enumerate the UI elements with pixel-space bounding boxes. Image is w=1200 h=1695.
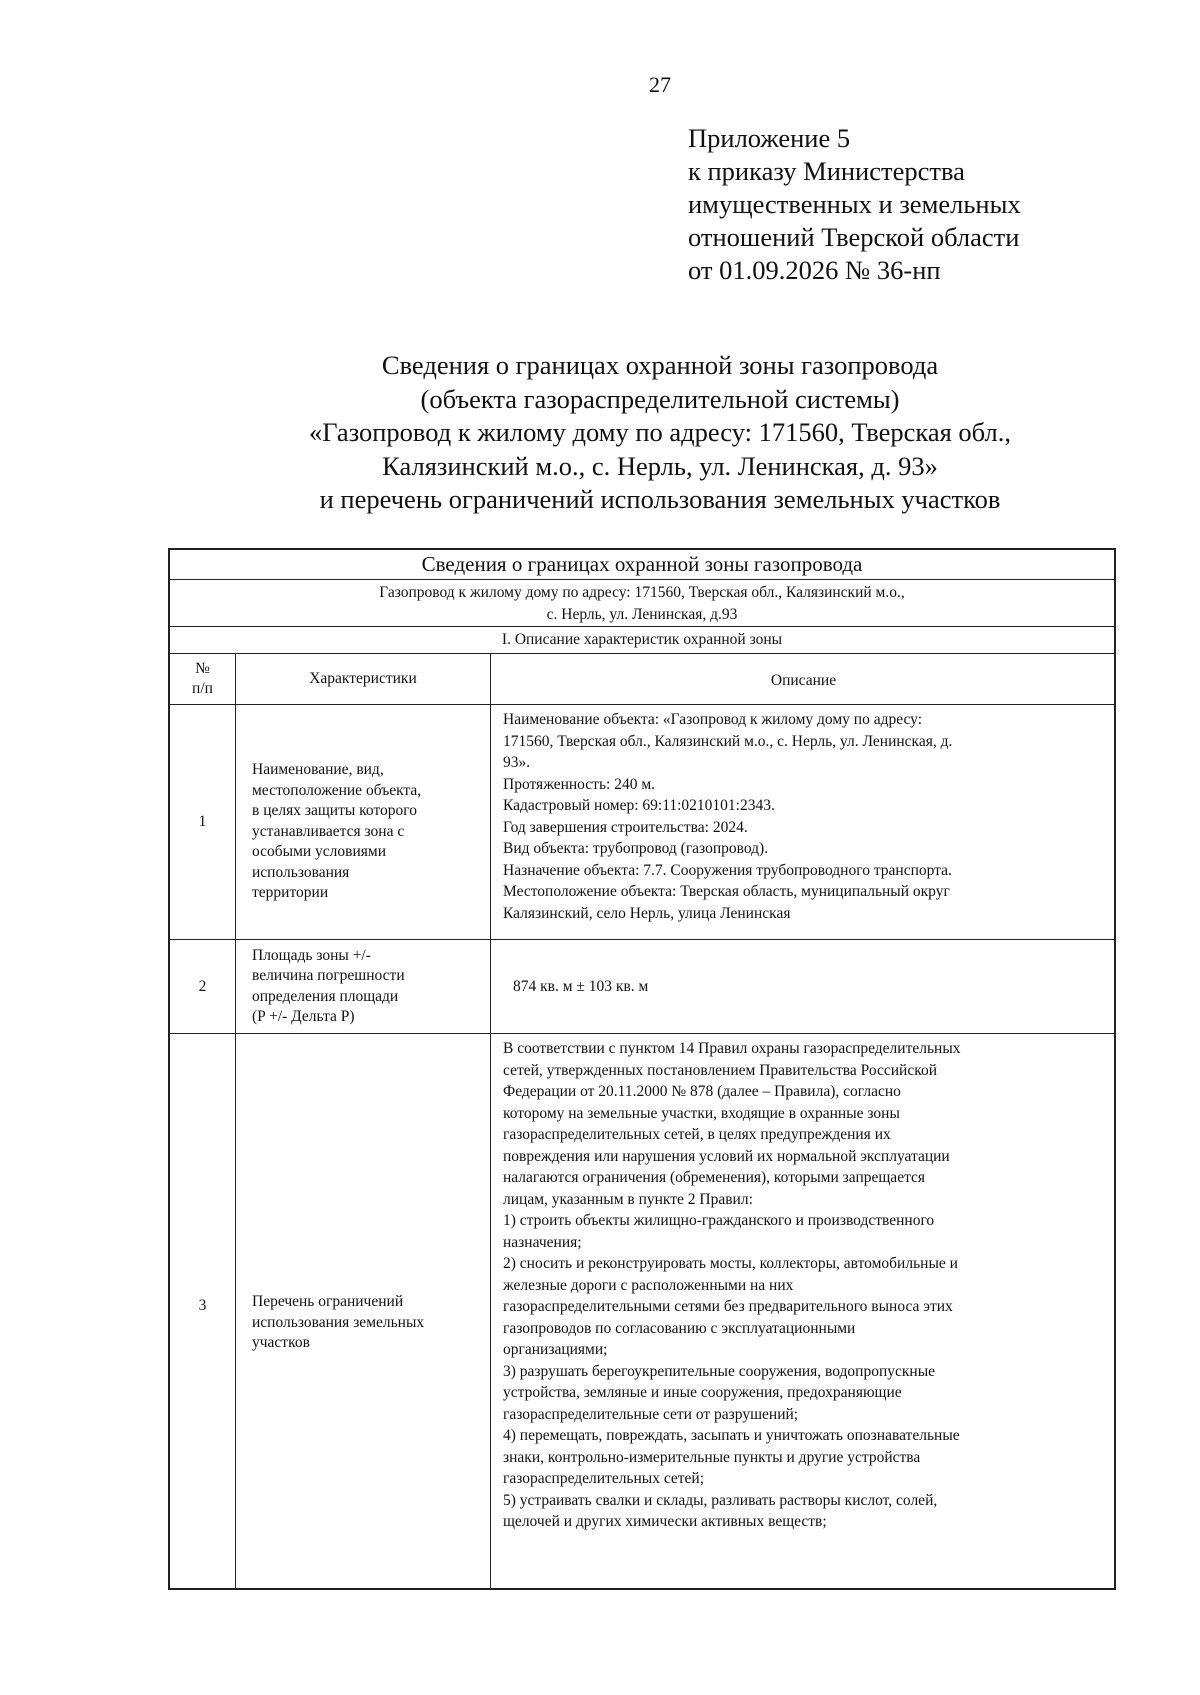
description-line: 171560, Тверская обл., Калязинский м.о., с. Нерль, ул. Ленинская, д. [503, 732, 953, 750]
column-header-number-line: п/п [192, 680, 213, 697]
column-header-number [170, 654, 236, 704]
characteristic-line: величина погрешности [252, 967, 405, 984]
characteristic-line: Наименование, вид, [252, 761, 384, 779]
characteristic-line: (P +/- Дельта P) [252, 1008, 355, 1025]
column-header-description: Описание [770, 672, 837, 690]
row-description [491, 705, 1114, 939]
row-characteristic [236, 940, 491, 1033]
title-line: и перечень ограничений использования земельных участков [319, 484, 1001, 514]
characteristic-line: в целях защиты которого [252, 802, 417, 820]
description-line: устройства, земляные и иные сооружения, предохраняющие [503, 1384, 902, 1401]
description-line: 1) строить объекты жилищно-гражданского и производственного [503, 1212, 935, 1229]
description-line: Калязинский, село Нерль, улица Ленинская [503, 904, 791, 922]
description-line: Кадастровый номер: 69:11:0210101:2343. [503, 797, 775, 814]
characteristic-line: территории [252, 884, 329, 902]
description-line: Год завершения строительства: 2024. [503, 818, 748, 836]
appendix-line: имущественных и земельных [688, 189, 1021, 219]
table-object-name [170, 580, 1114, 627]
description-line: Протяженность: 240 м. [503, 775, 656, 793]
characteristic-line: определения площади [252, 987, 399, 1005]
column-header-number-line: № [195, 660, 210, 677]
description-line: щелочей и других химически активных веществ; [503, 1513, 827, 1530]
description-line: назначения; [503, 1233, 582, 1251]
description-line: Федерации от 20.11.2000 № 878 (далее – Правила), согласно [503, 1083, 901, 1100]
description-line: организациями; [503, 1341, 608, 1358]
appendix-line: к приказу Министерства [688, 156, 965, 186]
table-row [170, 705, 1114, 940]
description-line: газораспределительных сетей; [503, 1470, 705, 1487]
characteristic-line: Перечень ограничений [252, 1293, 404, 1310]
row-characteristic [236, 705, 491, 939]
characteristic-line: местоположение объекта, [252, 781, 422, 799]
protection-zone-table [168, 548, 1116, 1590]
title-line: «Газопровод к жилому дому по адресу: 171560, Тверская обл., [309, 417, 1011, 447]
title-line: Калязинский м.о., с. Нерль, ул. Ленинская, д. 93» [382, 450, 938, 481]
characteristic-line: устанавливается зона с [252, 822, 405, 840]
description-line: газопроводов по согласованию с эксплуатационными [503, 1319, 856, 1337]
characteristic-line: особыми условиями [252, 843, 387, 861]
description-line: сетей, утвержденных постановлением Правительства Российской [503, 1061, 938, 1079]
appendix-header [688, 122, 1021, 287]
row-characteristic [236, 1034, 491, 1588]
description-line: Местоположение объекта: Тверская область, муниципальный округ [503, 883, 950, 900]
description-line: железные дороги с расположенными на них [503, 1276, 794, 1294]
table-row [170, 1034, 1114, 1588]
title-line: Сведения о границах охранной зоны газопровода [381, 350, 939, 380]
row-number: 1 [170, 705, 236, 939]
row-description [491, 1034, 1114, 1588]
row-number: 2 [170, 940, 236, 1033]
description-line: Назначение объекта: 7.7. Сооружения трубопроводного транспорта. [503, 861, 952, 879]
row-description: 874 кв. м ± 103 кв. м [513, 977, 649, 995]
description-line: 4) перемещать, повреждать, засыпать и уничтожать опознавательные [503, 1427, 960, 1444]
characteristic-line: использования [252, 863, 350, 881]
description-line: 5) устраивать свалки и склады, разливать растворы кислот, солей, [503, 1491, 938, 1509]
object-line: с. Нерль, ул. Ленинская, д.93 [546, 605, 738, 623]
appendix-line: Приложение 5 [688, 123, 851, 153]
description-line: Наименование объекта: «Газопровод к жилому дому по адресу: [503, 711, 923, 728]
table-section-title: I. Описание характеристик охранной зоны [170, 627, 1114, 654]
table-column-headers [170, 654, 1114, 705]
table-heading: Сведения о границах охранной зоны газопровода [170, 550, 1114, 580]
description-line: лицам, указанным в пункте 2 Правил: [503, 1190, 753, 1208]
description-line: В соответствии с пунктом 14 Правил охраны газораспределительных [503, 1040, 961, 1057]
row-number: 3 [170, 1034, 236, 1588]
table-row [170, 940, 1114, 1034]
characteristic-line: использования земельных [252, 1313, 425, 1331]
object-line: Газопровод к жилому дому по адресу: 171560, Тверская обл., Калязинский м.о., [379, 584, 905, 601]
characteristic-line: Площадь зоны +/- [252, 946, 371, 964]
description-line: повреждения или нарушения условий их нормальной эксплуатации [503, 1147, 950, 1165]
appendix-line: от 01.09.2026 № 36-нп [688, 255, 941, 285]
characteristic-line: участков [252, 1334, 310, 1351]
description-line: газораспределительных сетей, в целях предупреждения их [503, 1126, 891, 1143]
description-line: знаки, контрольно-измерительные пункты и другие устройства [503, 1448, 921, 1466]
description-line: 3) разрушать берегоукрепительные сооружения, водопропускные [503, 1362, 936, 1380]
appendix-line: отношений Тверской области [688, 222, 1020, 252]
column-header-characteristics: Характеристики [236, 654, 491, 704]
description-line: Вид объекта: трубопровод (газопровод). [503, 840, 769, 857]
description-line: газораспределительные сети от разрушений; [503, 1405, 799, 1423]
description-line: налагаются ограничения (обременения), которыми запрещается [503, 1169, 926, 1186]
description-line: 2) сносить и реконструировать мосты, коллекторы, автомобильные и [503, 1255, 958, 1272]
description-line: газораспределительными сетями без предварительного выноса этих [503, 1298, 953, 1315]
description-line: которому на земельные участки, входящие в охранные зоны [503, 1104, 900, 1122]
page-number: 27 [649, 72, 671, 97]
description-line: 93». [503, 754, 531, 771]
document-title [0, 349, 1200, 517]
title-line: (объекта газораспределительной системы) [420, 383, 900, 414]
